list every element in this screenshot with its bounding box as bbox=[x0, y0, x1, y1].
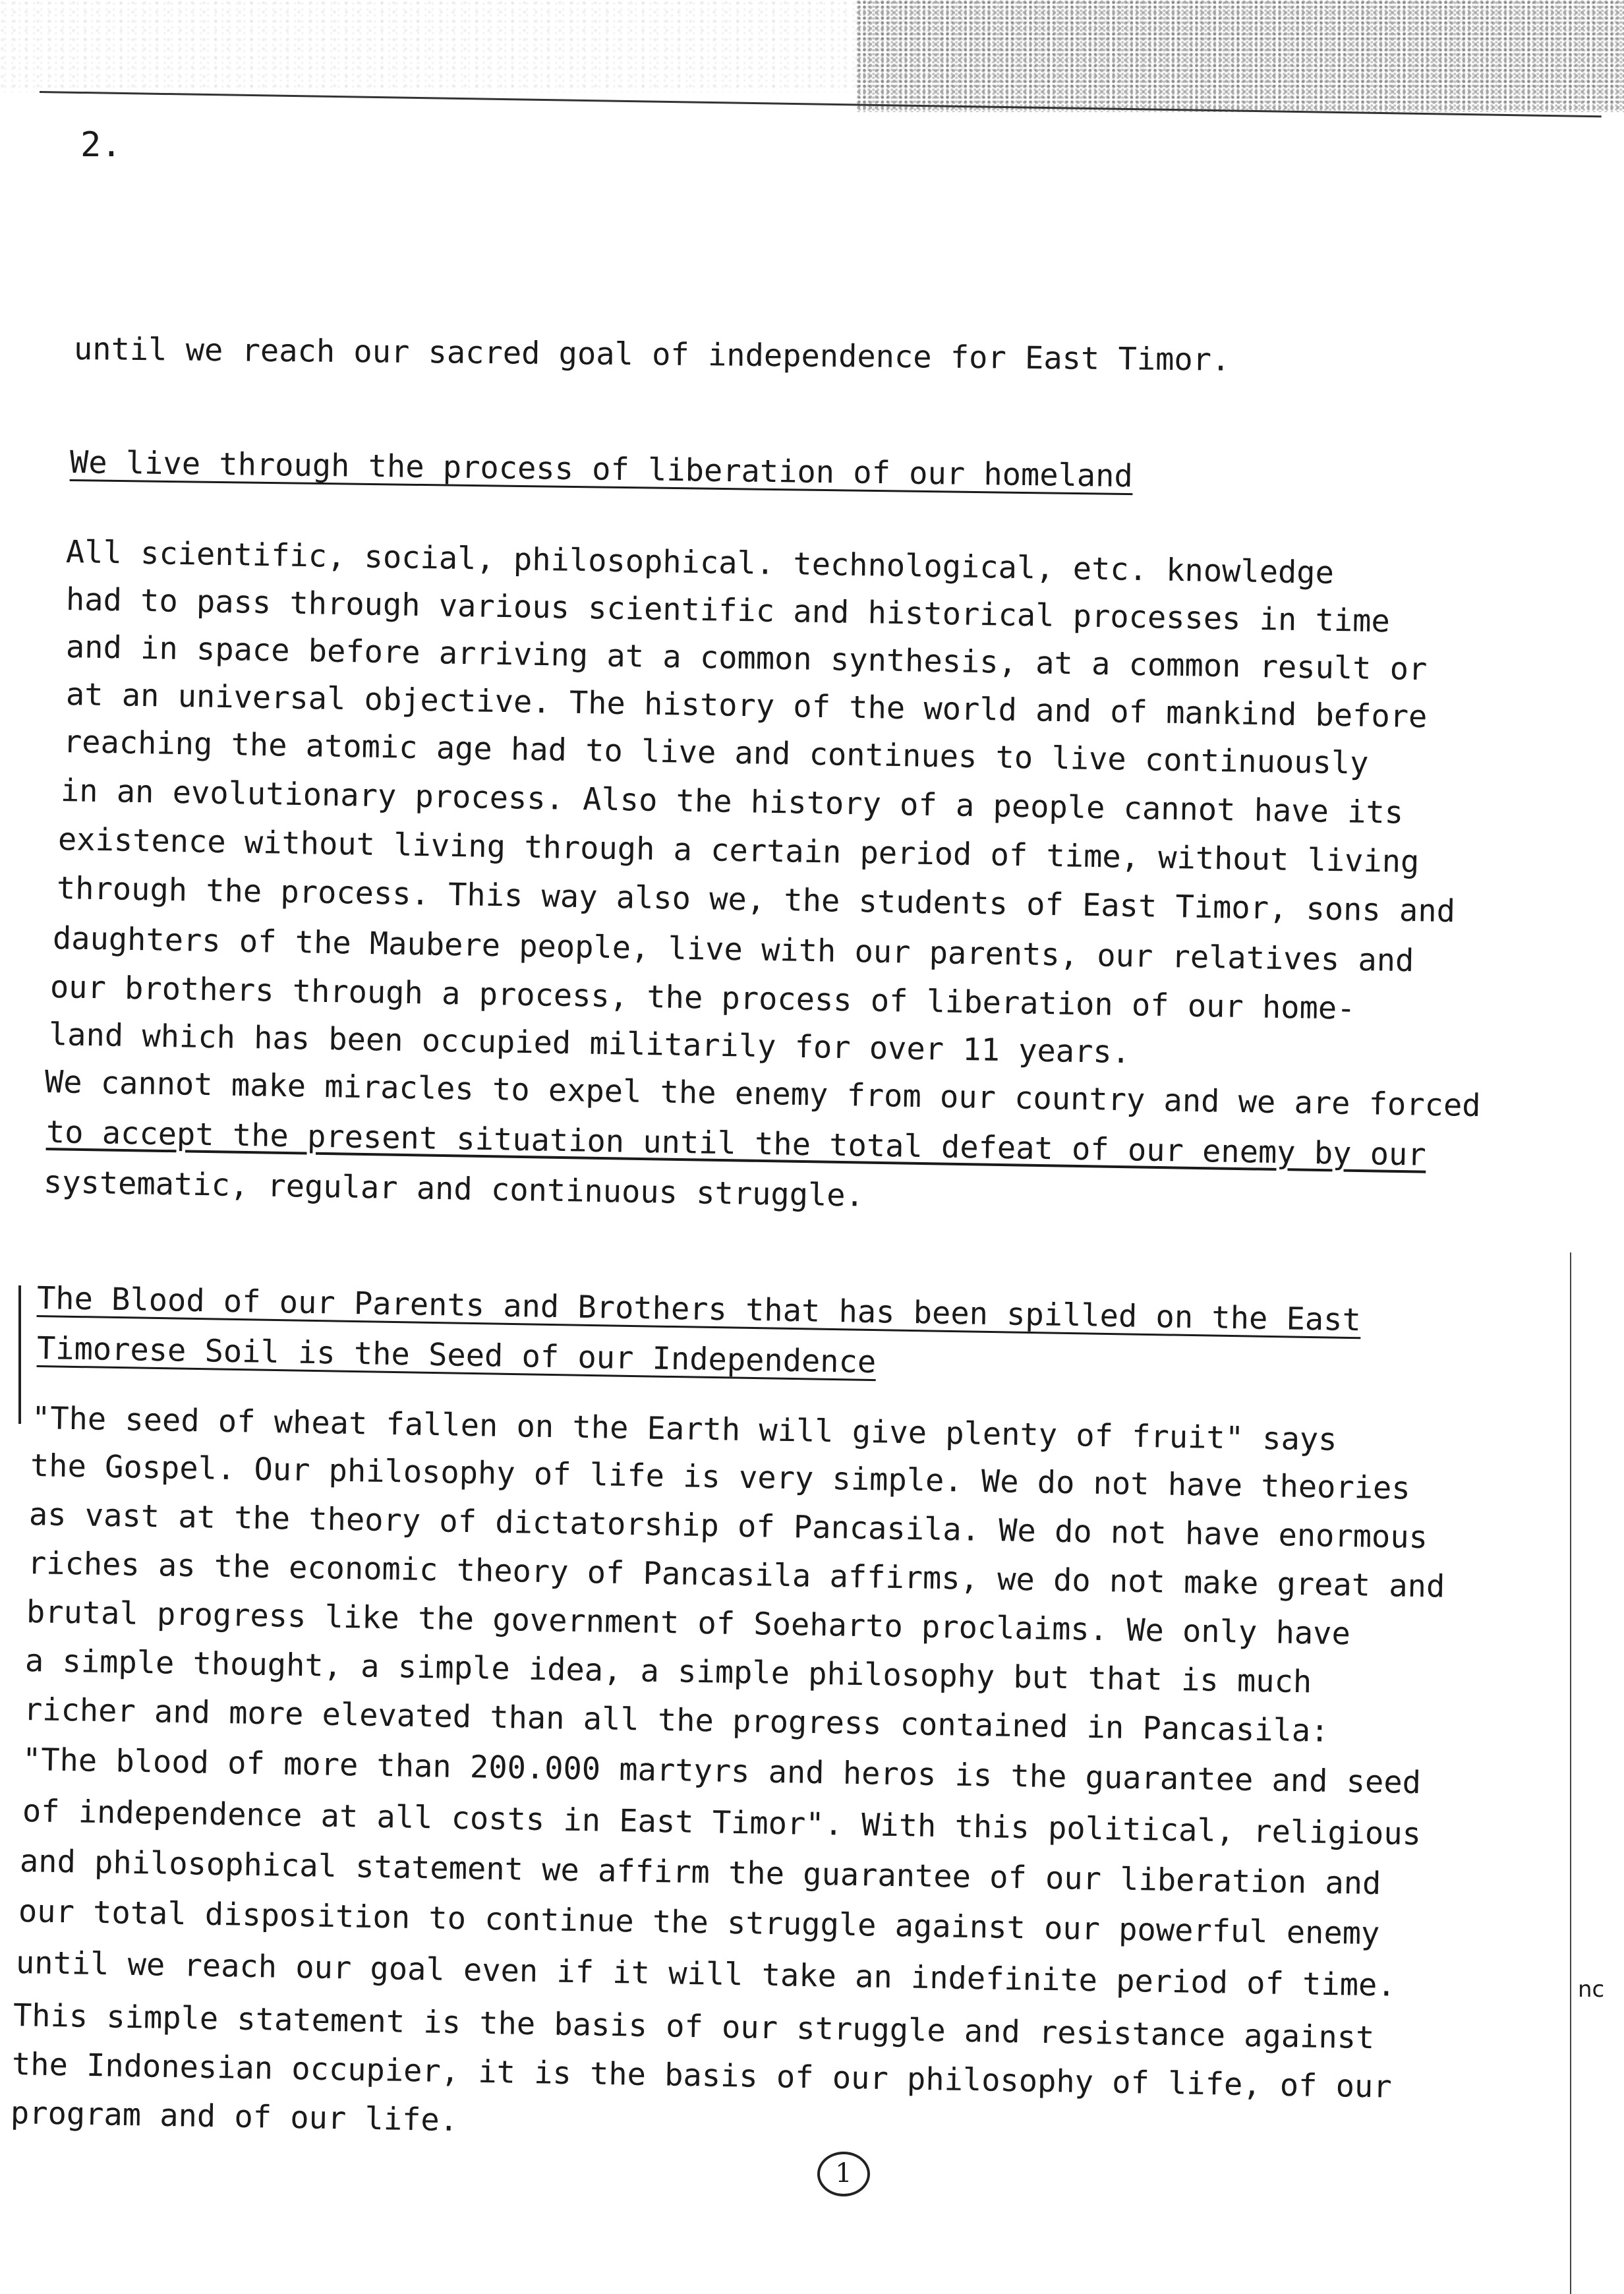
body-line: existence without living through a certain period of time, without living bbox=[57, 821, 1420, 881]
body-line: and philosophical statement we affirm the guarantee of our liberation and bbox=[19, 1843, 1381, 1902]
body-line: reaching the atomic age had to live and continues to live continuously bbox=[63, 724, 1369, 782]
body-line: riches as the economic theory of Pancasila affirms, we do not make great and bbox=[27, 1545, 1445, 1605]
body-line: daughters of the Maubere people, live with our parents, our relatives and bbox=[52, 920, 1414, 980]
body-line: of independence at all costs in East Timor". With this political, religious bbox=[22, 1793, 1422, 1853]
body-line: to accept the present situation until the total defeat of our enemy by our bbox=[45, 1114, 1427, 1173]
body-line: This simple statement is the basis of our struggle and resistance against bbox=[13, 1997, 1375, 2057]
body-line: "The seed of wheat fallen on the Earth will give plenty of fruit" says bbox=[31, 1400, 1337, 1458]
body-line: the Gospel. Our philosophy of life is very simple. We do not have theories bbox=[30, 1448, 1411, 1507]
scan-noise-heavy bbox=[857, 0, 1624, 112]
body-line: in an evolutionary process. Also the history of a people cannot have its bbox=[60, 773, 1404, 831]
body-line: our brothers through a process, the process of liberation of our home- bbox=[49, 969, 1356, 1027]
body-line: richer and more elevated than all the progress contained in Pancasila: bbox=[23, 1691, 1329, 1750]
body-line: our total disposition to continue the struggle against our powerful enemy bbox=[18, 1893, 1380, 1953]
page-number: 2. bbox=[80, 125, 122, 165]
body-line: had to pass through various scientific and historical processes in time bbox=[65, 581, 1391, 640]
section2-heading-line: The Blood of our Parents and Brothers that has been spilled on the East bbox=[36, 1280, 1362, 1339]
body-line: land which has been occupied militarily for over 11 years. bbox=[48, 1016, 1131, 1071]
body-line: and in space before arriving at a common synthesis, at a common result or bbox=[65, 629, 1428, 688]
body-line: through the process. This way also we, the students of East Timor, sons and bbox=[56, 870, 1456, 930]
section2-heading-line: Timorese Soil is the Seed of our Independence bbox=[36, 1330, 877, 1381]
margin-bar bbox=[18, 1285, 21, 1424]
margin-note: nc bbox=[1578, 1976, 1605, 2003]
section1-heading: We live through the process of liberation of our homeland bbox=[69, 444, 1134, 495]
body-line: We cannot make miracles to expel the enemy from our country and we are forced bbox=[44, 1064, 1481, 1125]
body-line: the Indonesian occupier, it is the basis of our philosophy of life, of our bbox=[11, 2046, 1393, 2105]
opening-line: until we reach our sacred goal of independence for East Timor. bbox=[73, 331, 1231, 378]
body-line: brutal progress like the government of Soeharto proclaims. We only have bbox=[26, 1594, 1351, 1653]
body-line: as vast at the theory of dictatorship of Pancasila. We do not have enormous bbox=[28, 1496, 1428, 1556]
page-stamp: 1 bbox=[817, 2152, 870, 2196]
body-line: a simple thought, a simple idea, a simple philosophy but that is much bbox=[24, 1643, 1312, 1701]
body-line: until we reach our goal even if it will take an indefinite period of time. bbox=[15, 1945, 1397, 2004]
body-line: program and of our life. bbox=[10, 2095, 459, 2139]
body-line: at an universal objective. The history of the world and of mankind before bbox=[65, 676, 1428, 736]
right-margin-rule bbox=[1570, 1252, 1571, 2294]
body-line: systematic, regular and continuous struggle. bbox=[43, 1164, 865, 1214]
body-line: "The blood of more than 200.000 martyrs and heros is the guarantee and seed bbox=[22, 1742, 1422, 1802]
body-line: All scientific, social, philosophical. technological, etc. knowledge bbox=[65, 534, 1335, 591]
